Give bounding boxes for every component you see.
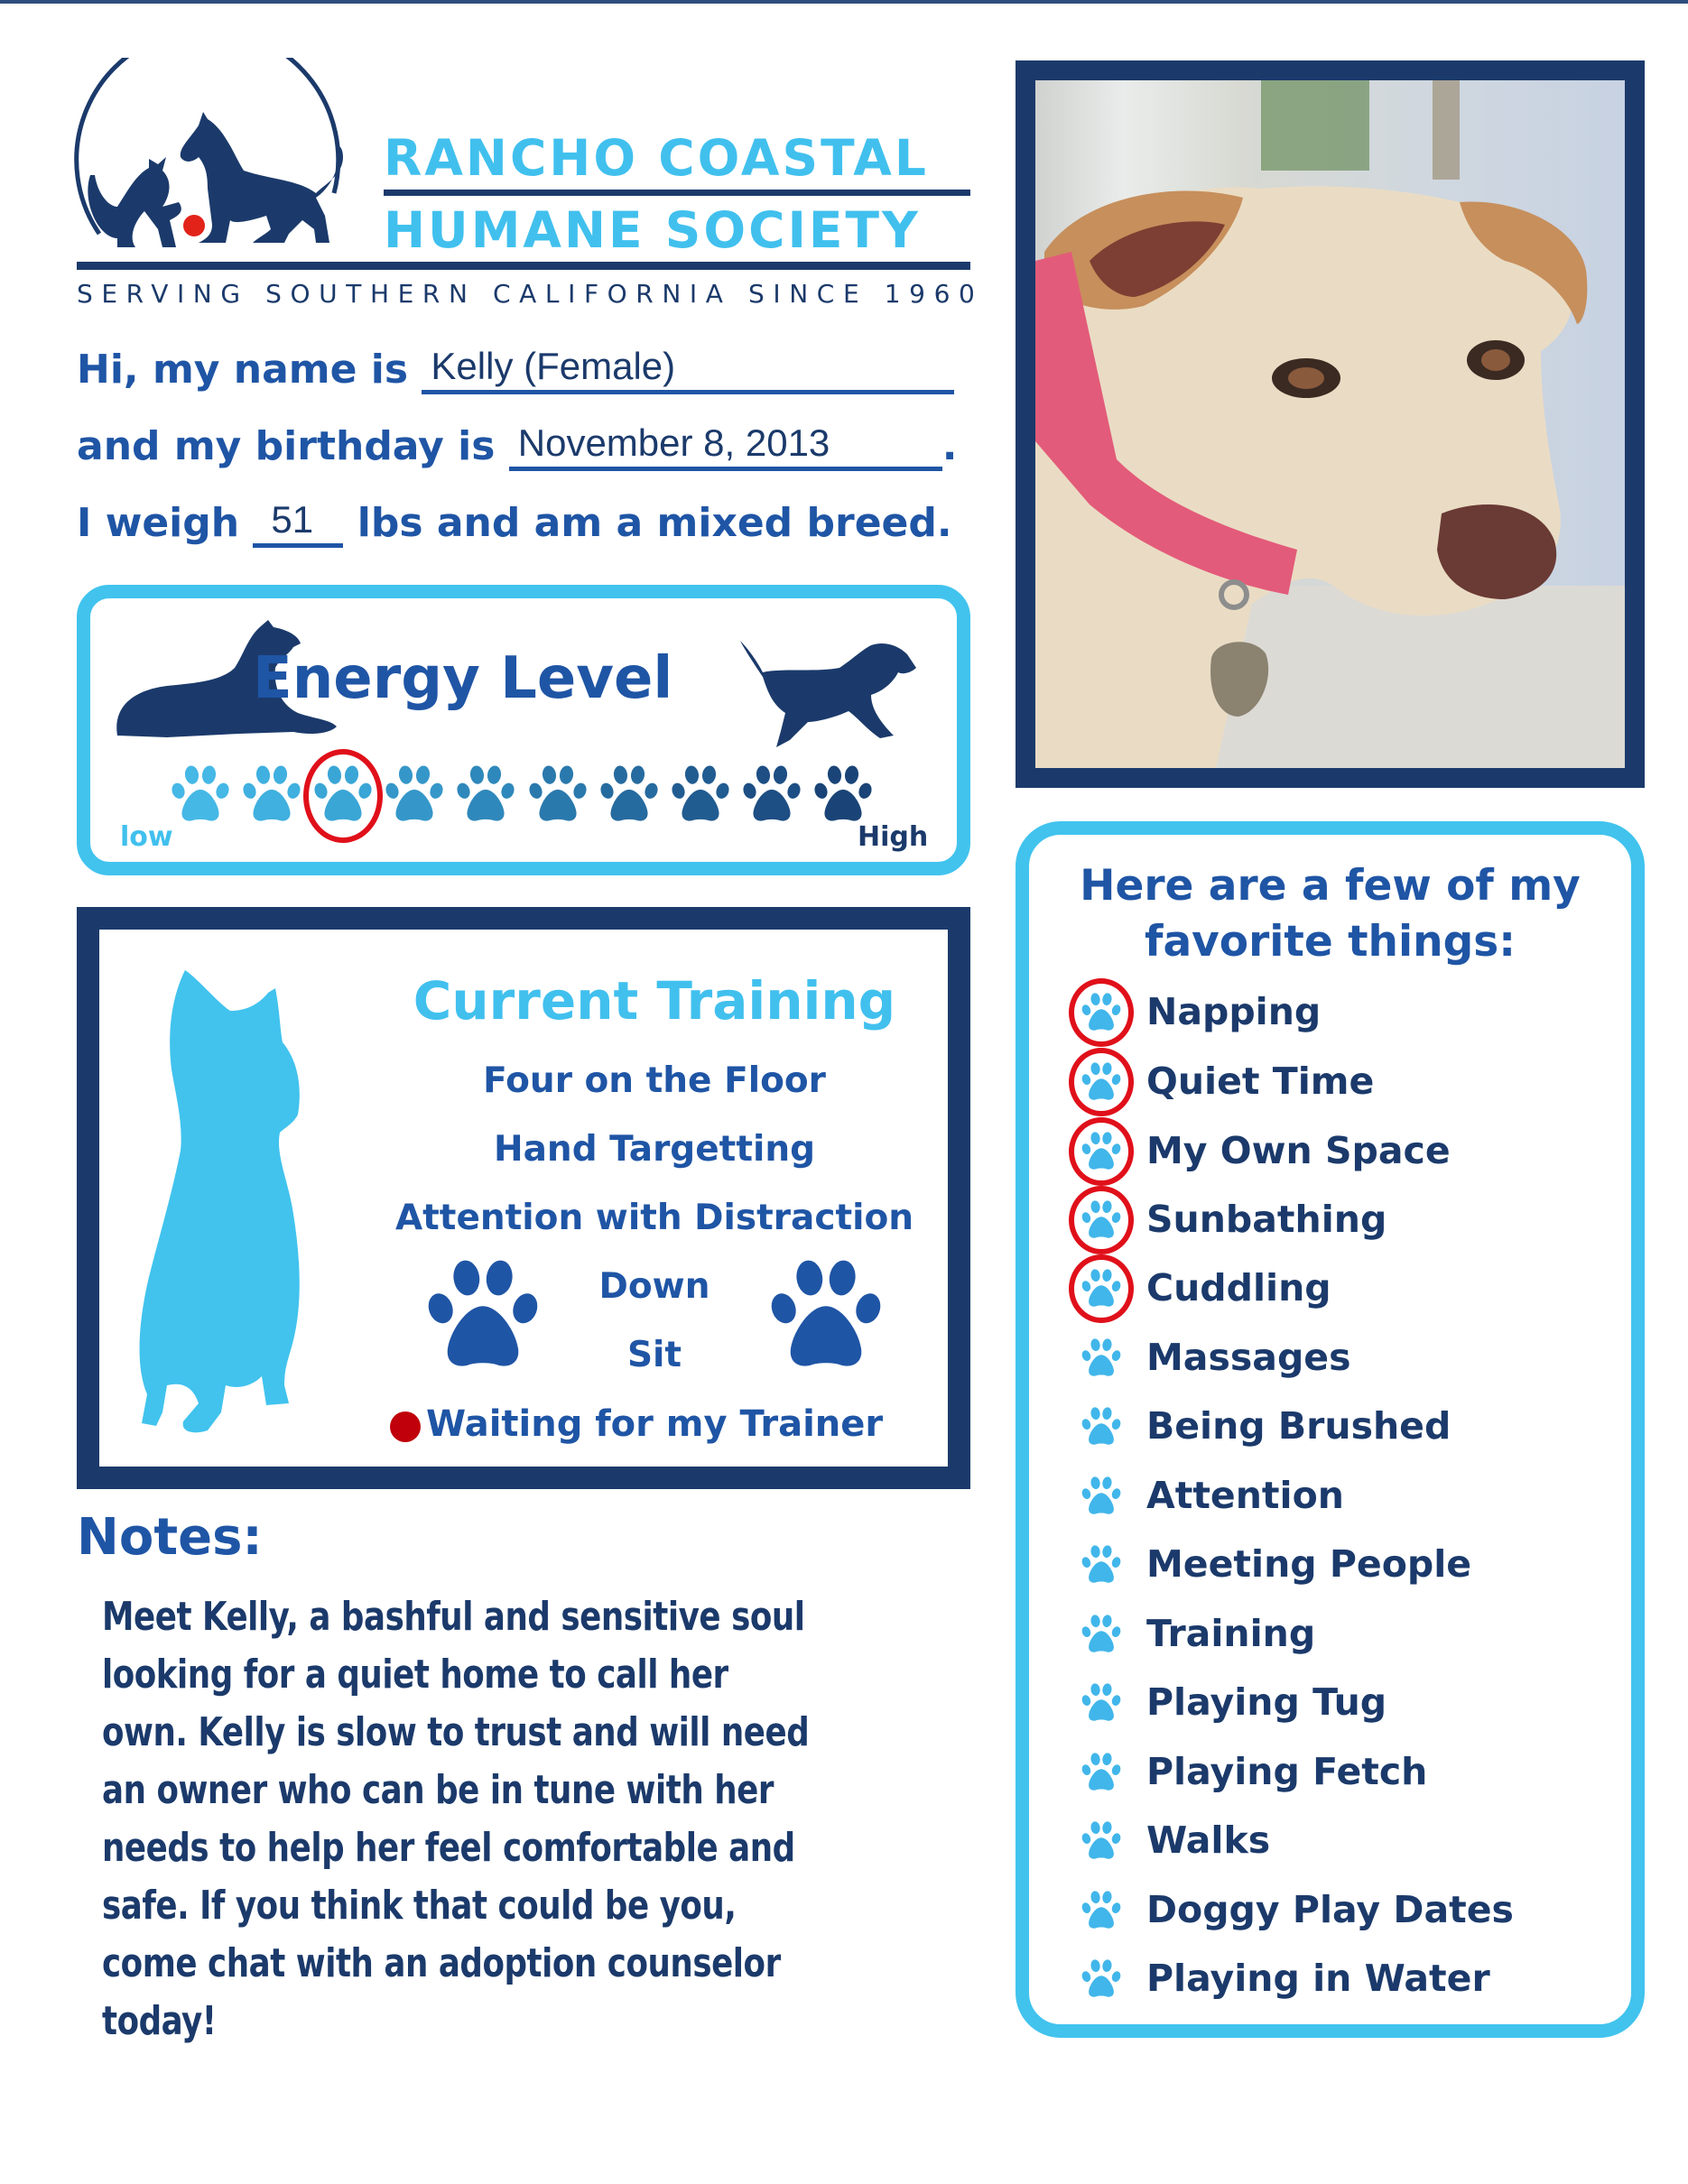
energy-high-label: High	[858, 821, 929, 853]
training-item: Four on the Floor	[483, 1060, 826, 1101]
favorite-label: Napping	[1146, 989, 1322, 1033]
selection-circle	[1069, 1117, 1134, 1186]
pet-photo-frame	[1016, 60, 1645, 788]
favorite-label: Playing in Water	[1146, 1956, 1490, 2000]
paw-icon	[1081, 1613, 1122, 1654]
favorite-item	[1065, 1394, 1451, 1458]
birthday-line	[77, 421, 958, 471]
paw-icon	[1081, 1337, 1122, 1378]
energy-paw-3-selected	[312, 763, 374, 824]
birthday-suffix: .	[941, 423, 958, 469]
favorite-item	[1065, 1740, 1427, 1803]
training-status: Waiting for my Trainer	[426, 1403, 884, 1445]
paw-icon	[1081, 1957, 1122, 1999]
favorite-label: Doggy Play Dates	[1146, 1887, 1514, 1931]
favorite-item	[1065, 1602, 1315, 1665]
favorite-item-selected	[1065, 1256, 1331, 1319]
notes-line: an owner who can be in tune with her	[102, 1767, 774, 1813]
energy-paw-2	[241, 763, 302, 824]
weight-value: 51	[271, 498, 314, 541]
favorites-title-line1: Here are a few of my	[1080, 861, 1581, 911]
name-prefix: Hi, my name is	[77, 347, 409, 393]
selection-circle	[1069, 1254, 1134, 1323]
selection-circle	[1069, 1048, 1134, 1116]
selection-circle	[1069, 1186, 1134, 1254]
logo-underline	[77, 262, 970, 270]
energy-paw-9	[741, 763, 802, 824]
training-item: Sit	[626, 1335, 682, 1375]
favorite-label: My Own Space	[1146, 1128, 1451, 1172]
name-value: Kelly (Female)	[431, 345, 676, 387]
favorite-label: Cuddling	[1146, 1265, 1331, 1309]
paw-icon	[1081, 1889, 1122, 1930]
favorite-label: Playing Tug	[1146, 1680, 1387, 1724]
weight-line	[77, 498, 952, 548]
top-rule	[0, 0, 1688, 4]
favorites-title-line2: favorite things:	[1145, 917, 1516, 967]
favorite-item	[1065, 1464, 1344, 1527]
notes-line: come chat with an adoption counselor	[102, 1940, 781, 1986]
brand-name-line2: HUMANE SOCIETY	[384, 201, 921, 259]
brand-divider	[384, 190, 970, 196]
french-bulldog-silhouette-icon	[131, 961, 366, 1448]
weight-field	[253, 498, 343, 548]
energy-scale	[170, 763, 874, 835]
birthday-prefix: and my birthday is	[77, 423, 496, 469]
favorite-label: Meeting People	[1146, 1541, 1472, 1586]
energy-low-label: low	[120, 821, 173, 853]
favorite-label: Walks	[1146, 1818, 1271, 1862]
paw-icon	[384, 763, 445, 824]
birthday-field	[509, 421, 942, 471]
favorite-item	[1065, 1947, 1490, 2010]
pet-photo	[1035, 80, 1625, 768]
energy-title: Energy Level	[253, 645, 673, 712]
favorite-label: Training	[1146, 1611, 1316, 1655]
paw-icon	[455, 763, 516, 824]
energy-paw-7	[598, 763, 660, 824]
brand-name-line1: RANCHO COASTAL	[384, 129, 929, 187]
favorite-label: Being Brushed	[1146, 1403, 1451, 1448]
paw-icon	[1081, 1543, 1122, 1585]
paw-icon	[424, 1254, 542, 1372]
paw-icon	[741, 763, 802, 824]
favorite-label: Quiet Time	[1146, 1059, 1375, 1103]
energy-paw-6	[527, 763, 589, 824]
name-field	[422, 345, 954, 394]
energy-paw-10	[812, 763, 874, 824]
name-line	[77, 345, 954, 394]
notes-line: own. Kelly is slow to trust and will need	[102, 1709, 810, 1755]
birthday-value: November 8, 2013	[517, 421, 830, 464]
paw-icon	[767, 1254, 885, 1372]
favorite-item-selected	[1065, 1188, 1387, 1251]
paw-icon	[1081, 1819, 1122, 1861]
paw-icon	[1081, 1681, 1122, 1723]
energy-paw-8	[670, 763, 731, 824]
favorite-label: Sunbathing	[1146, 1197, 1387, 1241]
favorite-item-selected	[1065, 1119, 1451, 1182]
dog-portrait-illustration	[1035, 80, 1625, 768]
favorite-item	[1065, 1878, 1514, 1941]
notes-title: Notes:	[77, 1508, 263, 1567]
weight-suffix: lbs and am a mixed breed.	[357, 500, 952, 546]
favorite-item	[1065, 1670, 1387, 1734]
rchs-logo-icon	[72, 58, 379, 265]
paw-icon	[241, 763, 302, 824]
tagline: SERVING SOUTHERN CALIFORNIA SINCE 1960	[77, 279, 984, 309]
status-dot-icon	[390, 1411, 421, 1442]
paw-icon	[812, 763, 874, 824]
paw-icon	[1081, 1405, 1122, 1447]
favorite-item	[1065, 1809, 1270, 1872]
notes-line: Meet Kelly, a bashful and sensitive soul	[102, 1594, 805, 1640]
weight-prefix: I weigh	[77, 500, 240, 546]
favorite-label: Massages	[1146, 1335, 1351, 1379]
favorite-item-selected	[1065, 1050, 1374, 1113]
paw-icon	[670, 763, 731, 824]
energy-paw-4	[384, 763, 445, 824]
paw-icon	[1081, 1475, 1122, 1516]
training-item: Hand Targetting	[493, 1129, 816, 1170]
selection-circle	[303, 749, 383, 843]
energy-paw-1	[170, 763, 231, 824]
running-dog-icon	[736, 632, 925, 754]
paw-icon	[170, 763, 231, 824]
training-item: Attention with Distraction	[394, 1198, 914, 1238]
training-title: Current Training	[413, 970, 896, 1032]
favorite-item	[1065, 1532, 1471, 1596]
paw-icon	[598, 763, 660, 824]
favorite-label: Attention	[1146, 1473, 1344, 1517]
favorite-label: Playing Fetch	[1146, 1749, 1428, 1793]
selection-circle	[1069, 978, 1134, 1047]
notes-line: today!	[102, 1998, 217, 2044]
notes-line: needs to help her feel comfortable and	[102, 1825, 795, 1871]
favorite-item-selected	[1065, 980, 1321, 1043]
favorite-item	[1065, 1326, 1351, 1389]
paw-icon	[527, 763, 589, 824]
training-item: Down	[598, 1266, 710, 1307]
notes-line: looking for a quiet home to call her	[102, 1652, 728, 1698]
paw-icon	[1081, 1751, 1122, 1792]
energy-paw-5	[455, 763, 516, 824]
notes-line: safe. If you think that could be you,	[102, 1883, 737, 1929]
